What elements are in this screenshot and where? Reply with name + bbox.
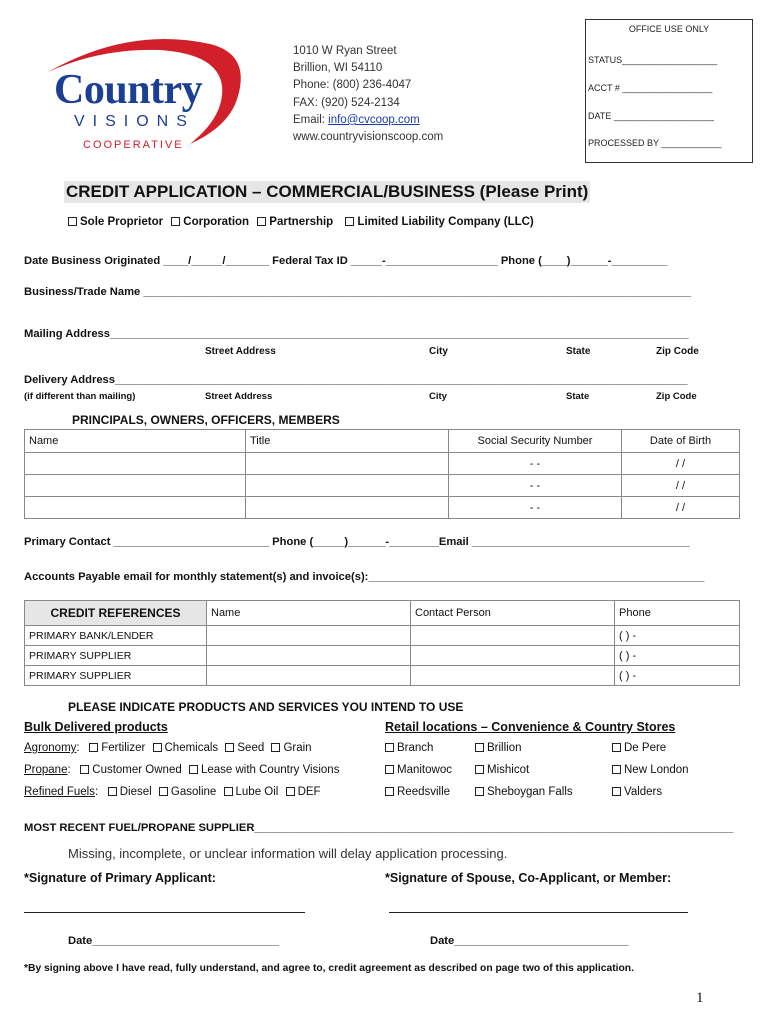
checkbox-customer-owned[interactable]: Customer Owned [80,764,181,776]
principal-title-cell[interactable] [246,475,449,497]
checkbox-icon[interactable] [224,787,233,796]
credit-references-table [24,600,740,686]
mailing-city-label: City [429,346,448,357]
ref-type-cell: PRIMARY SUPPLIER [25,646,207,666]
trade-name-field[interactable]: Business/Trade Name ________________________________________________________________________________________ [24,286,691,298]
address-fax: FAX: (920) 524-2134 [293,96,400,109]
address-city: Brillion, WI 54110 [293,62,383,75]
mailing-state-label: State [566,346,591,357]
primary-date-field[interactable]: Date______________________________ [68,935,279,947]
principal-name-cell[interactable] [25,497,246,519]
checkbox-icon[interactable] [153,743,162,752]
office-processed-field[interactable]: PROCESSED BY ____________ [588,138,722,148]
checkbox-icon[interactable] [612,787,621,796]
ref-contact-cell[interactable] [411,626,615,646]
checkbox-mishicot[interactable]: Mishicot [475,764,529,776]
checkbox-icon[interactable] [345,217,354,226]
if-different-label: (if different than mailing) [24,391,136,402]
ref-contact-cell[interactable] [411,666,615,686]
fuel-supplier-field[interactable]: MOST RECENT FUEL/PROPANE SUPPLIER_____________________________________________________________________________ [24,822,734,834]
address-street: 1010 W Ryan Street [293,45,397,57]
principal-name-cell[interactable] [25,475,246,497]
logo-visions-text: VISIONS [74,113,195,130]
agronomy-label: Agronomy [24,742,77,754]
checkbox-def[interactable]: DEF [286,786,321,798]
checkbox-diesel[interactable]: Diesel [108,786,152,798]
checkbox-partnership[interactable]: Partnership [257,216,333,228]
checkbox-icon[interactable] [385,743,394,752]
spouse-date-field[interactable]: Date____________________________ [430,935,629,947]
ref-phone-cell[interactable]: ( ) - [615,626,740,646]
ap-email-field[interactable]: Accounts Payable email for monthly statement(s) and invoice(s):______________________________________________________ [24,571,705,583]
checkbox-icon[interactable] [189,765,198,774]
ref-name-cell[interactable] [207,666,411,686]
principal-dob-cell[interactable]: / / [622,453,740,475]
company-address [293,43,443,146]
table-header-row [25,430,740,453]
delivery-street-label: Street Address [205,391,273,402]
address-email-row [293,112,443,129]
office-acct-field[interactable]: ACCT # __________________ [588,83,713,93]
page-title: CREDIT APPLICATION – COMMERCIAL/BUSINESS (Please Print) [66,182,589,201]
table-row[interactable] [25,626,740,646]
principal-ssn-cell[interactable]: - - [449,475,622,497]
checkbox-gasoline[interactable]: Gasoline [159,786,216,798]
checkbox-icon[interactable] [225,743,234,752]
checkbox-new-london[interactable]: New London [612,764,689,776]
checkbox-sheboygan-falls[interactable]: Sheboygan Falls [475,786,573,798]
office-status-field[interactable]: STATUS___________________ [588,55,718,65]
spouse-signature-label: *Signature of Spouse, Co-Applicant, or Member: [385,871,672,885]
col-ref-name: Name [207,601,411,626]
office-date-field[interactable]: DATE ____________________ [588,111,714,121]
delivery-zip-label: Zip Code [656,391,697,402]
checkbox-valders[interactable]: Valders [612,786,662,798]
principal-name-cell[interactable] [25,453,246,475]
checkbox-lube-oil[interactable]: Lube Oil [224,786,279,798]
propane-label: Propane [24,764,68,776]
ref-phone-cell[interactable]: ( ) - [615,666,740,686]
table-row[interactable] [25,666,740,686]
checkbox-branch[interactable]: Branch [385,742,433,754]
checkbox-chemicals[interactable]: Chemicals [153,742,219,754]
agronomy-row: Agronomy: Fertilizer Chemicals Seed Grain [24,742,312,754]
checkbox-icon[interactable] [385,765,394,774]
products-heading: PLEASE INDICATE PRODUCTS AND SERVICES YOU INTEND TO USE [68,700,464,714]
date-taxid-phone-field[interactable]: Date Business Originated ____/_____/_______ Federal Tax ID _____-__________________ Phone (____)______-_________ [24,255,668,267]
checkbox-icon[interactable] [475,787,484,796]
checkbox-icon[interactable] [257,217,266,226]
checkbox-reedsville[interactable]: Reedsville [385,786,450,798]
delivery-state-label: State [566,391,590,402]
primary-contact-field[interactable]: Primary Contact _________________________ Phone (_____)______-________Email ___________________________________ [24,536,690,548]
retail-heading: Retail locations – Convenience & Country Stores [385,720,676,734]
mailing-street-label: Street Address [205,346,276,357]
col-dob: Date of Birth [622,430,740,453]
office-use-box [585,19,753,163]
warning-text: Missing, incomplete, or unclear information will delay application processing. [68,846,508,861]
ref-phone-cell[interactable]: ( ) - [615,646,740,666]
checkbox-llc[interactable]: Limited Liability Company (LLC) [345,216,533,228]
checkbox-icon[interactable] [385,787,394,796]
col-contact-person: Contact Person [411,601,615,626]
address-website: www.countryvisionscoop.com [293,131,444,144]
principal-dob-cell[interactable]: / / [622,497,740,519]
checkbox-icon[interactable] [475,743,484,752]
disclaimer-text: *By signing above I have read, fully understand, and agree to, credit agreement as described on page two of this application. [24,963,634,974]
checkbox-sole-proprietor[interactable]: Sole Proprietor [68,216,163,228]
table-header-row [25,601,740,626]
checkbox-icon[interactable] [475,765,484,774]
delivery-city-label: City [429,391,447,402]
office-use-title: OFFICE USE ONLY [628,24,710,34]
propane-row: Propane: Customer Owned Lease with Country Visions [24,764,340,776]
principal-title-cell[interactable] [246,453,449,475]
principal-dob-cell[interactable]: / / [622,475,740,497]
spouse-signature-line[interactable] [389,912,688,913]
checkbox-grain[interactable]: Grain [271,742,311,754]
checkbox-icon[interactable] [159,787,168,796]
checkbox-icon[interactable] [68,217,77,226]
principal-ssn-cell[interactable]: - - [449,497,622,519]
checkbox-icon[interactable] [171,217,180,226]
checkbox-icon[interactable] [89,743,98,752]
checkbox-manitowoc[interactable]: Manitowoc [385,764,452,776]
fuels-row: Refined Fuels: Diesel Gasoline Lube Oil DEF [24,786,321,798]
checkbox-seed[interactable]: Seed [225,742,264,754]
checkbox-icon[interactable] [612,743,621,752]
checkbox-icon[interactable] [271,743,280,752]
bulk-heading: Bulk Delivered products [24,720,168,734]
ref-type-cell: PRIMARY BANK/LENDER [25,626,207,646]
business-type-options [68,216,534,228]
table-row[interactable] [25,475,740,497]
primary-signature-label: *Signature of Primary Applicant: [24,871,216,885]
credit-references-heading: CREDIT REFERENCES [25,601,207,626]
email-label: Email: [293,113,329,126]
col-name: Name [25,430,246,453]
checkbox-brillion[interactable]: Brillion [475,742,522,754]
checkbox-de-pere[interactable]: De Pere [612,742,666,754]
logo-country-text: Country [54,67,203,113]
checkbox-icon[interactable] [108,787,117,796]
checkbox-icon[interactable] [286,787,295,796]
checkbox-corporation[interactable]: Corporation [171,216,249,228]
principal-title-cell[interactable] [246,497,449,519]
col-ssn: Social Security Number [449,430,622,453]
checkbox-lease[interactable]: Lease with Country Visions [189,764,340,776]
mailing-address-field[interactable]: Mailing Address_____________________________________________________________________________________________ [24,328,689,340]
fuels-label: Refined Fuels [24,786,95,798]
ref-contact-cell[interactable] [411,646,615,666]
ref-name-cell[interactable] [207,646,411,666]
page-number: 1 [696,990,704,1006]
ref-type-cell: PRIMARY SUPPLIER [25,666,207,686]
principals-table [24,429,740,519]
checkbox-icon[interactable] [612,765,621,774]
address-phone: Phone: (800) 236-4047 [293,79,412,92]
company-logo [40,36,250,156]
table-row[interactable] [25,497,740,519]
logo-cooperative-text: COOPERATIVE [83,139,184,151]
col-title: Title [246,430,449,453]
delivery-address-field[interactable]: Delivery Address____________________________________________________________________________________________ [24,374,688,386]
checkbox-icon[interactable] [80,765,89,774]
email-link[interactable]: info@cvcoop.com [328,113,420,126]
col-phone: Phone [615,601,740,626]
primary-signature-line[interactable] [24,912,305,913]
checkbox-fertilizer[interactable]: Fertilizer [89,742,145,754]
principals-heading: PRINCIPALS, OWNERS, OFFICERS, MEMBERS [72,413,340,427]
mailing-zip-label: Zip Code [656,346,699,357]
principal-ssn-cell[interactable]: - - [449,453,622,475]
table-row[interactable] [25,646,740,666]
ref-name-cell[interactable] [207,626,411,646]
table-row[interactable] [25,453,740,475]
